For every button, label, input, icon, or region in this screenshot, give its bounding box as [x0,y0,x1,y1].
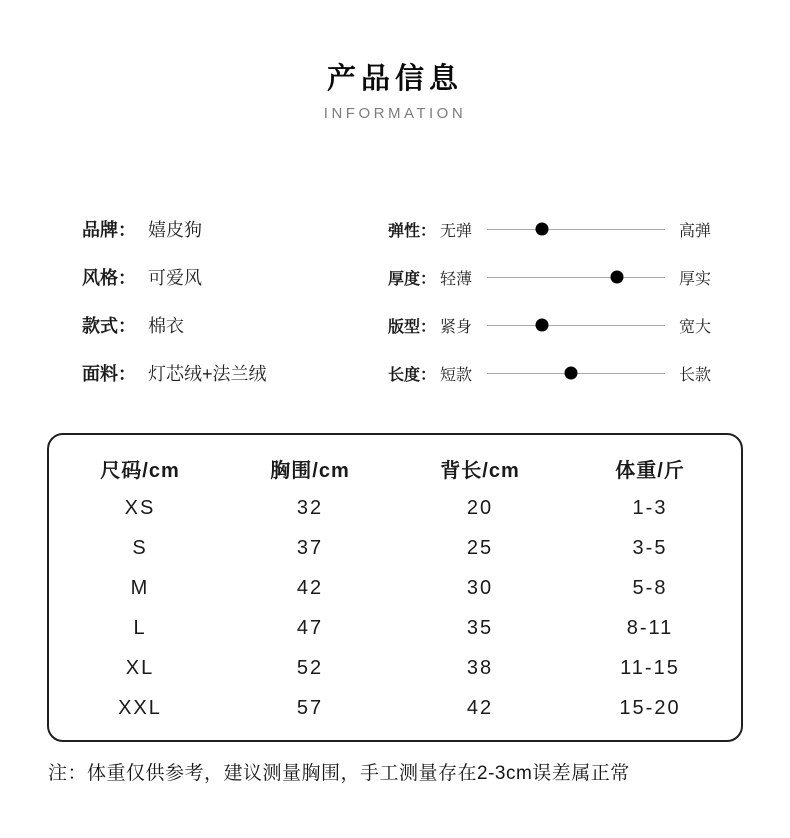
table-cell: XXL [118,696,162,719]
table-header-cell: 胸围/cm [270,459,350,482]
table-cell: 1-3 [632,496,668,519]
slider-fit [388,301,790,349]
table-header-cell: 背长/cm [440,459,520,482]
measurement-note: 注：体重仅供参考，建议测量胸围，手工测量存在2-3cm误差属正常 [48,763,630,784]
table-cell: 20 [466,496,494,519]
slider-max-label: 厚实 [679,270,712,288]
slider-length [388,349,790,397]
slider-track [487,229,665,230]
attribute-value: 棉衣 [148,316,184,336]
table-cell: XL [125,656,155,679]
slider-dot-icon [610,271,623,284]
table-header-row [55,448,735,488]
attribute-label: 风格： [82,268,136,288]
product-attributes-section [0,205,790,397]
slider-dot-icon [536,223,549,236]
slider-max-label: 长款 [679,366,712,384]
attribute-value: 嬉皮狗 [148,220,202,240]
page-title: 产品信息 [326,63,463,95]
slider-track [487,373,665,374]
attribute-value: 灯芯绒+法兰绒 [148,364,267,384]
slider-min-label: 轻薄 [440,270,473,288]
attribute-label: 面料： [82,364,136,384]
table-cell: 42 [466,696,494,719]
table-header-cell: 尺码/cm [100,459,180,482]
table-row [55,648,735,688]
table-cell: 3-5 [632,536,668,559]
table-cell: 32 [296,496,324,519]
table-header-cell: 体重/斤 [615,459,685,482]
slider-min-label: 短款 [440,366,473,384]
table-row [55,608,735,648]
attribute-value: 可爱风 [148,268,202,288]
table-cell: 5-8 [632,576,668,599]
table-cell: 25 [466,536,494,559]
table-cell: 52 [296,656,324,679]
table-cell: XS [124,496,156,519]
attribute-label: 品牌： [82,220,136,240]
attribute-row-type [82,301,388,349]
attribute-row-fabric [82,349,388,397]
slider-max-label: 高弹 [679,222,712,240]
table-row [55,688,735,728]
slider-label: 版型： [388,318,437,336]
slider-max-label: 宽大 [679,318,712,336]
header [0,0,790,124]
slider-label: 厚度： [388,270,437,288]
slider-track [487,325,665,326]
table-cell: 15-20 [619,696,681,719]
table-row [55,488,735,528]
table-cell: 42 [296,576,324,599]
table-cell: 11-15 [620,656,680,679]
slider-elasticity [388,205,790,253]
table-row [55,528,735,568]
slider-min-label: 无弹 [440,222,473,240]
slider-track [487,277,665,278]
table-cell: S [132,536,148,559]
size-chart-table [47,433,743,742]
slider-min-label: 紧身 [440,318,473,336]
slider-dot-icon [564,367,577,380]
page-subtitle: INFORMATION [323,105,467,122]
table-cell: 30 [466,576,494,599]
attribute-row-style [82,253,388,301]
slider-label: 长度： [388,366,437,384]
attribute-list [0,205,388,397]
table-cell: 35 [466,616,494,639]
slider-dot-icon [536,319,549,332]
attribute-label: 款式： [82,316,136,336]
slider-label: 弹性： [388,222,437,240]
table-cell: 8-11 [626,616,674,639]
table-cell: 57 [296,696,324,719]
table-cell: 47 [296,616,324,639]
table-cell: M [130,576,150,599]
table-cell: 38 [466,656,494,679]
table-row [55,568,735,608]
property-slider-list [388,205,790,397]
table-cell: 37 [296,536,324,559]
slider-thickness [388,253,790,301]
attribute-row-brand [82,205,388,253]
table-cell: L [133,616,147,639]
